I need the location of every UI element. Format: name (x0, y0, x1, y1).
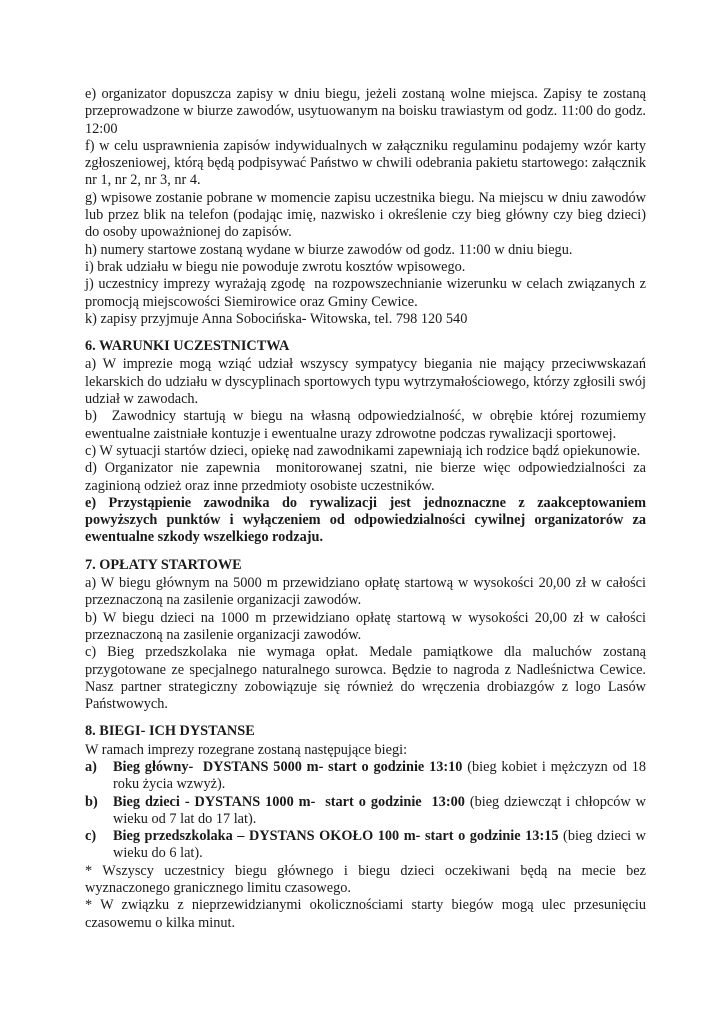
registration-item-k: k) zapisy przyjmuje Anna Sobocińska- Witowska, tel. 798 120 540 (85, 310, 468, 327)
section-7-item-a: a) W biegu głównym na 5000 m przewidziano opłatę startową w wysokości 20,00 zł w całości przeznaczoną na zasilenie organizacji zawodów. (85, 575, 646, 609)
race-item-kids (85, 794, 646, 829)
section-8-heading: 8. BIEGI- ICH DYSTANSE (85, 723, 255, 740)
note-no-time-limit: * Wszyscy uczestnicy biegu głównego i biegu dzieci oczekiwani będą na mecie bez wyznaczonego granicznego limitu czasowego. (85, 862, 646, 897)
registration-item-h: h) numery startowe zostaną wydane w biurze zawodów od godz. 11:00 w dniu biegu. (85, 241, 573, 258)
section-6-item-a: a) W imprezie mogą wziąć udział wszyscy sympatycy biegania nie mający przeciwwskazań lekarskich do udziału w dyscyplinach sportowych typu wytrzymałościowego, którzy zgłosili swój udział w zawodach. (85, 356, 646, 408)
race-item-detail: (bieg dzieci w wieku do 6 lat). (113, 828, 646, 862)
race-item-marker: c) (85, 828, 97, 845)
document-content (85, 86, 646, 932)
registration-item-i: i) brak udziału w biegu nie powoduje zwrotu kosztów wpisowego. (85, 258, 466, 275)
section-6-item-e: e) Przystąpienie zawodnika do rywalizacji jest jednoznaczne z zaakceptowaniem powyższych punktów i wyłączeniem od odpowiedzialności cywilnej organizatorów za ewentualne szkody wszelkiego rodzaju. (85, 494, 646, 546)
race-item-lead: Bieg główny- DYSTANS 5000 m- start o godzinie 13:10 (113, 758, 463, 775)
registration-item-j: j) uczestnicy imprezy wyrażają zgodę na rozpowszechnianie wizerunku w celach związanych z promocją miejscowości Siemirowice oraz Gminy Cewice. (85, 276, 646, 310)
section-7-heading: 7. OPŁATY STARTOWE (85, 556, 242, 573)
race-item-marker: a) (85, 758, 97, 775)
section-7-item-c: c) Bieg przedszkolaka nie wymaga opłat. Medale pamiątkowe dla maluchów zostaną przygotowane ze specjalnego naturalnego surowca. Będzie to nagroda z Nadleśnictwa Cewice. Nasz partner strategiczny zobowiązuje się również do wręczenia drobiazgów z logo Lasów Państwowych. (85, 644, 646, 713)
section-7-item-b: b) W biegu dzieci na 1000 m przewidziano opłatę startową w wysokości 20,00 zł w całości przeznaczoną na zasilenie organizacji zawodów. (85, 609, 646, 643)
section-6-item-d: d) Organizator nie zapewnia monitorowanej szatni, nie bierze więc odpowiedzialności za zaginioną odzież oraz inne przedmioty osobiste uczestników. (85, 460, 646, 494)
registration-item-e: e) organizator dopuszcza zapisy w dniu biegu, jeżeli zostaną wolne miejsca. Zapisy te zostaną przeprowadzone w biurze zawodów, usytuowanym na boisku trawiastym od godz. 11:00 do godz. 12:00 (85, 86, 646, 137)
race-item-detail: (bieg dziewcząt i chłopców w wieku od 7 lat do 17 lat). (113, 793, 646, 827)
section-6-item-b: b) Zawodnicy startują w biegu na własną odpowiedzialność, w obrębie której rozumiemy ewentualne zaistniałe kontuzje i ewentualne urazy zdrowotne podczas rywalizacji sportowej. (85, 408, 646, 442)
note-start-delay: * W związku z nieprzewidzianymi okolicznościami starty biegów mogą ulec przesunięciu czasowemu o kilka minut. (85, 897, 646, 931)
race-item-lead: Bieg dzieci - DYSTANS 1000 m- start o godzinie 13:00 (113, 793, 465, 810)
race-item-lead: Bieg przedszkolaka – DYSTANS OKOŁO 100 m- start o godzinie 13:15 (113, 828, 559, 845)
section-6-heading: 6. WARUNKI UCZESTNICTWA (85, 338, 290, 355)
registration-item-g: g) wpisowe zostanie pobrane w momencie zapisu uczestnika biegu. Na miejscu w dniu zawodów lub przez blik na telefon (podając imię, nazwisko i określenie czy bieg główny czy bieg dzieci) do osoby upoważnionej do zapisów. (85, 189, 646, 241)
race-item-detail: (bieg kobiet i mężczyzn od 18 roku życia wzwyż). (113, 758, 646, 793)
race-item-marker: b) (85, 793, 98, 810)
section-6-item-c: c) W sytuacji startów dzieci, opiekę nad zawodnikami zapewniają ich rodzice bądź opiekunowie. (85, 442, 641, 459)
section-8-intro: W ramach imprezy rozegrane zostaną następujące biegi: (85, 741, 408, 758)
race-item-preschool (85, 828, 646, 863)
registration-item-f: f) w celu usprawnienia zapisów indywidualnych w załączniku regulaminu podajemy wzór karty zgłoszeniowej, którą będą podpisywać Państwo w chwili odebrania pakietu startowego: załącznik nr 1, nr 2, nr 3, nr 4. (85, 137, 646, 189)
race-item-main (85, 759, 646, 794)
